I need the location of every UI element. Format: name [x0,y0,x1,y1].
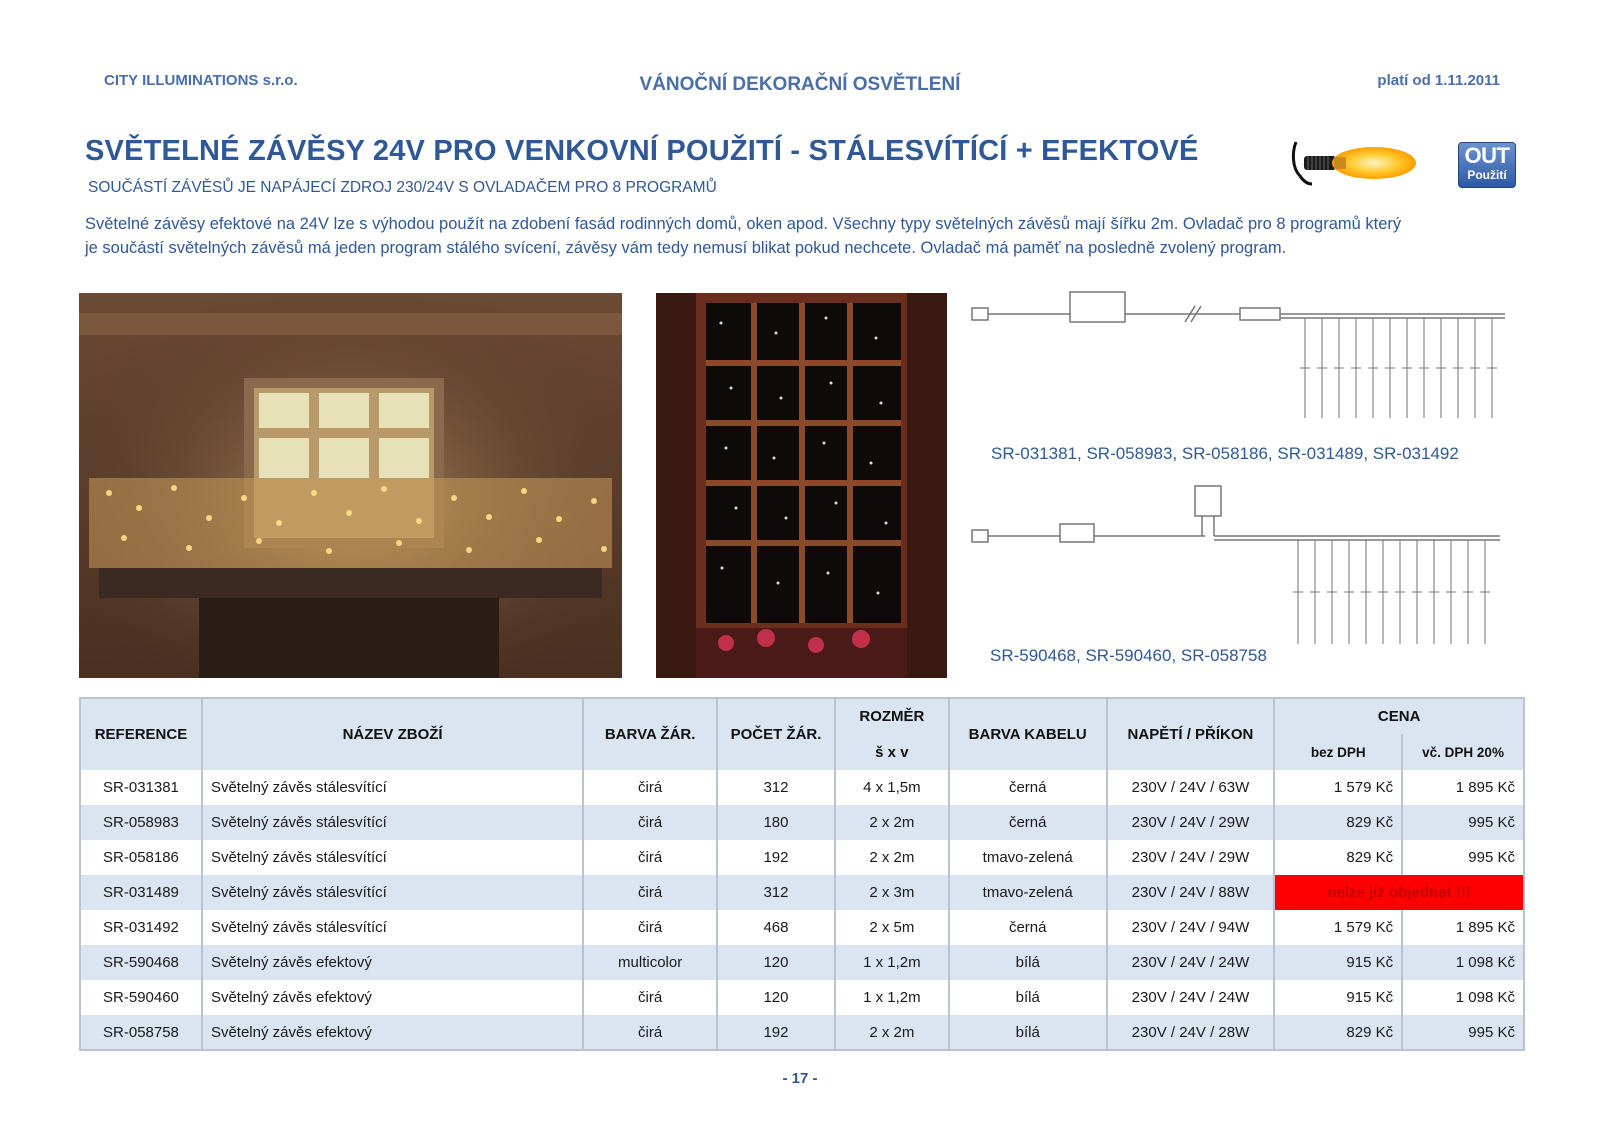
page-number: - 17 - [782,1070,818,1087]
cell-bulb-color: multicolor [583,945,717,980]
cell-reference: SR-058186 [80,840,202,875]
cell-bulb-count: 312 [717,875,835,910]
cell-price-excl: 1 579 Kč [1274,910,1402,945]
cell-bulb-count: 120 [717,980,835,1015]
cell-name: Světelný závěs efektový [202,945,583,980]
cell-name: Světelný závěs efektový [202,980,583,1015]
table-row [80,1015,1524,1050]
table-row [80,840,1524,875]
diagram-caption-effect: SR-590468, SR-590460, SR-058758 [990,646,1267,665]
cell-bulb-color: čirá [583,1015,717,1050]
cell-price-excl: 1 579 Kč [1274,770,1402,805]
led-bulb-icon [1290,138,1418,196]
cell-price-excl: 829 Kč [1274,805,1402,840]
cell-bulb-count: 312 [717,770,835,805]
header-price-incl: vč. DPH 20% [1402,734,1524,770]
cell-power: 230V / 24V / 88W [1107,875,1275,910]
cell-size: 2 x 2m [835,1015,949,1050]
cell-reference: SR-031489 [80,875,202,910]
cell-cable-color: černá [949,770,1107,805]
catalog-title: VÁNOČNÍ DEKORAČNÍ OSVĚTLENÍ [639,74,961,95]
cell-power: 230V / 24V / 28W [1107,1015,1275,1050]
cell-bulb-color: čirá [583,875,717,910]
cell-price-incl: 995 Kč [1402,805,1524,840]
cell-name: Světelný závěs stálesvítící [202,875,583,910]
cell-price-incl: 1 895 Kč [1402,770,1524,805]
cell-size: 2 x 3m [835,875,949,910]
table-row [80,945,1524,980]
section-title: SVĚTELNÉ ZÁVĚSY 24V PRO VENKOVNÍ POUŽITÍ - STÁLESVÍTÍCÍ + EFEKTOVÉ [85,135,1199,167]
window-photo [656,293,947,678]
header-name: NÁZEV ZBOŽÍ [202,698,583,770]
description-line: Světelné závěsy efektové na 24V lze s výhodou použít na zdobení fasád rodinných domů, oken apod. Všechny typy světelných závěsů mají šířku 2m. Ovladač pro 8 programů který [85,215,1402,233]
cell-power: 230V / 24V / 24W [1107,945,1275,980]
company-name: CITY ILLUMINATIONS s.r.o. [104,72,298,89]
cell-price-excl: 915 Kč [1274,980,1402,1015]
cell-size: 4 x 1,5m [835,770,949,805]
cell-size: 1 x 1,2m [835,980,949,1015]
cell-price-incl: 1 098 Kč [1402,980,1524,1015]
cell-power: 230V / 24V / 29W [1107,805,1275,840]
outdoor-use-badge [1458,142,1516,188]
header-bulb-color: BARVA ŽÁR. [583,698,717,770]
cell-bulb-color: čirá [583,770,717,805]
header-size-sub: š x v [835,734,949,770]
curtain-diagram-effect [970,484,1515,654]
cell-price-excl: 829 Kč [1274,840,1402,875]
cell-bulb-color: čirá [583,980,717,1015]
cell-bulb-count: 120 [717,945,835,980]
cell-cable-color: tmavo-zelená [949,840,1107,875]
curtain-diagram-static [970,288,1515,428]
cell-cable-color: bílá [949,980,1107,1015]
cell-size: 2 x 2m [835,840,949,875]
cell-size: 1 x 1,2m [835,945,949,980]
diagram-caption-static: SR-031381, SR-058983, SR-058186, SR-031489, SR-031492 [991,444,1459,463]
header-power: NAPĚTÍ / PŘÍKON [1107,698,1275,770]
cell-power: 230V / 24V / 94W [1107,910,1275,945]
cell-size: 2 x 5m [835,910,949,945]
cell-reference: SR-590460 [80,980,202,1015]
cell-price-excl: 829 Kč [1274,1015,1402,1050]
cell-power: 230V / 24V / 24W [1107,980,1275,1015]
cell-bulb-color: čirá [583,805,717,840]
cell-reference: SR-058758 [80,1015,202,1050]
header-price-excl: bez DPH [1274,734,1402,770]
badge-out-label: OUT [1464,143,1510,168]
cell-size: 2 x 2m [835,805,949,840]
cell-bulb-count: 468 [717,910,835,945]
table-row [80,770,1524,805]
cell-power: 230V / 24V / 63W [1107,770,1275,805]
cell-reference: SR-031381 [80,770,202,805]
cell-price-incl: 995 Kč [1402,1015,1524,1050]
header-reference: REFERENCE [80,698,202,770]
header-cable-color: BARVA KABELU [949,698,1107,770]
cell-price-excl: 915 Kč [1274,945,1402,980]
cell-bulb-count: 180 [717,805,835,840]
cell-unavailable-notice: nelze již objednat !!! [1274,875,1524,910]
cell-cable-color: černá [949,910,1107,945]
cell-reference: SR-058983 [80,805,202,840]
header-bulb-count: POČET ŽÁR. [717,698,835,770]
header-price: CENA [1274,698,1524,734]
description-line: je součástí světelných závěsů má jeden program stálého svícení, závěsy vám tedy nemusí blikat pokud nechcete. Ovladač má paměť na posledně zvolený program. [85,239,1287,257]
cell-power: 230V / 24V / 29W [1107,840,1275,875]
cell-name: Světelný závěs stálesvítící [202,805,583,840]
cell-cable-color: černá [949,805,1107,840]
cell-price-incl: 995 Kč [1402,840,1524,875]
table-row [80,910,1524,945]
cell-bulb-color: čirá [583,910,717,945]
cell-cable-color: tmavo-zelená [949,875,1107,910]
cell-name: Světelný závěs stálesvítící [202,770,583,805]
product-table [79,697,1525,1051]
table-row [80,875,1524,910]
cell-cable-color: bílá [949,1015,1107,1050]
cell-price-incl: 1 098 Kč [1402,945,1524,980]
section-subtitle: SOUČÁSTÍ ZÁVĚSŮ JE NAPÁJECÍ ZDROJ 230/24V S OVLADAČEM PRO 8 PROGRAMŮ [88,179,717,196]
cell-name: Světelný závěs stálesvítící [202,840,583,875]
header-size: ROZMĚR [835,698,949,734]
cell-reference: SR-590468 [80,945,202,980]
cell-name: Světelný závěs stálesvítící [202,910,583,945]
cell-price-incl: 1 895 Kč [1402,910,1524,945]
table-row [80,980,1524,1015]
cell-cable-color: bílá [949,945,1107,980]
valid-from-date: platí od 1.11.2011 [1377,72,1500,89]
section-description [85,212,1505,260]
cell-name: Světelný závěs efektový [202,1015,583,1050]
cell-bulb-count: 192 [717,1015,835,1050]
table-row [80,805,1524,840]
cell-bulb-color: čirá [583,840,717,875]
cell-bulb-count: 192 [717,840,835,875]
cell-reference: SR-031492 [80,910,202,945]
badge-use-label: Použití [1467,168,1507,182]
balcony-photo [79,293,622,678]
